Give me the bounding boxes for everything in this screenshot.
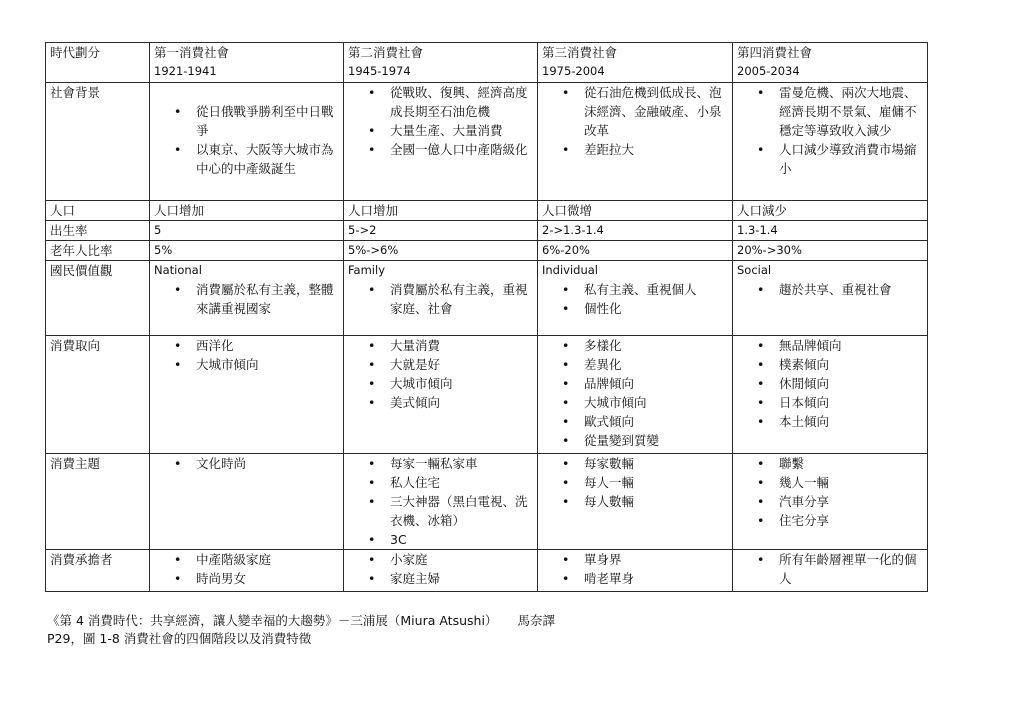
list-item: • 差距拉大 <box>562 140 728 159</box>
list-item: • 幾人一輛 <box>757 473 923 492</box>
bullet-list <box>542 280 728 318</box>
bearer-label-cell <box>46 550 150 592</box>
orientation-row <box>46 336 928 454</box>
list-item: • 趨於共享、重視社會 <box>757 280 923 299</box>
theme-cell-3 <box>538 454 733 550</box>
bullet-list <box>348 550 533 588</box>
era-years: 1975-2004 <box>542 64 605 78</box>
list-item: • 樸素傾向 <box>757 355 923 374</box>
population-value: 人口減少 <box>733 201 928 221</box>
list-item: • 所有年齡層裡單一化的個人 <box>757 550 923 588</box>
birth-rate-value: 1.3-1.4 <box>733 221 928 241</box>
values-row <box>46 261 928 336</box>
background-cell-4 <box>733 83 928 201</box>
era-name: 第四消費社會 <box>737 45 813 60</box>
list-item: • 住宅分享 <box>757 511 923 530</box>
list-item: • 個性化 <box>562 299 728 318</box>
bullet-list <box>154 336 339 374</box>
list-item: • 大城市傾向 <box>562 393 728 412</box>
theme-label: 消費主題 <box>50 456 101 471</box>
list-item: • 休閒傾向 <box>757 374 923 393</box>
era-years: 1921-1941 <box>154 64 217 78</box>
population-label: 人口 <box>50 203 76 218</box>
background-label: 社會背景 <box>50 85 101 100</box>
list-item: • 西洋化 <box>174 336 339 355</box>
values-cell-1 <box>150 261 344 336</box>
background-cell-1 <box>150 83 344 201</box>
bullet-list <box>542 550 728 588</box>
elderly-label: 老年人比率 <box>50 243 113 258</box>
population-label-cell <box>46 201 150 221</box>
list-item: • 全國一億人口中產階級化 <box>368 140 533 159</box>
population-value: 人口微增 <box>538 201 733 221</box>
value-title: Individual <box>542 263 599 277</box>
list-item: • 差異化 <box>562 355 728 374</box>
list-item: • 私人住宅 <box>368 473 533 492</box>
bullet-list <box>737 550 923 588</box>
header-row <box>46 43 928 83</box>
list-item: • 小家庭 <box>368 550 533 569</box>
theme-row <box>46 454 928 550</box>
orientation-cell-4 <box>733 336 928 454</box>
list-item: • 美式傾向 <box>368 393 533 412</box>
list-item: • 三大神器（黑白電視、洗衣機、冰箱） <box>368 492 533 530</box>
list-item: • 家庭主婦 <box>368 569 533 588</box>
elderly-row <box>46 241 928 261</box>
bullet-list <box>154 280 339 318</box>
list-item: • 以東京、大阪等大城市為中心的中產級誕生 <box>174 140 339 178</box>
bearer-cell-4 <box>733 550 928 592</box>
bullet-list <box>542 454 728 511</box>
birth-rate-value: 5->2 <box>344 221 538 241</box>
era-cell-3 <box>538 43 733 83</box>
list-item: • 每人一輛 <box>562 473 728 492</box>
list-item: • 無品牌傾向 <box>757 336 923 355</box>
list-item: • 每人數輛 <box>562 492 728 511</box>
list-item: • 大城市傾向 <box>368 374 533 393</box>
list-item: • 3C <box>368 530 533 549</box>
list-item: • 每家一輛私家車 <box>368 454 533 473</box>
bullet-list <box>737 280 923 299</box>
background-label-cell <box>46 83 150 201</box>
bullet-list <box>348 83 533 159</box>
orientation-label-cell <box>46 336 150 454</box>
elderly-value: 20%->30% <box>733 241 928 261</box>
population-row <box>46 201 928 221</box>
list-item: • 人口減少導致消費市場縮小 <box>757 140 923 178</box>
elderly-value: 5% <box>150 241 344 261</box>
list-item: • 文化時尚 <box>174 454 339 473</box>
list-item: • 從日俄戰爭勝利至中日戰爭 <box>174 102 339 140</box>
era-years: 2005-2034 <box>737 64 800 78</box>
value-title: National <box>154 263 202 277</box>
list-item: • 雷曼危機、兩次大地震、經濟長期不景氣、雇傭不穩定等導致收入減少 <box>757 83 923 140</box>
list-item: • 從戰敗、復興、經濟高度成長期至石油危機 <box>368 83 533 121</box>
list-item: • 時尚男女 <box>174 569 339 588</box>
book-citation: 《第 4 消費時代：共享經濟，讓人變幸福的大趨勢》－三浦展（Miura Atsushi） <box>47 613 498 628</box>
theme-cell-1 <box>150 454 344 550</box>
list-item: • 大量生產、大量消費 <box>368 121 533 140</box>
theme-label-cell <box>46 454 150 550</box>
value-title: Social <box>737 263 772 277</box>
list-item: • 大量消費 <box>368 336 533 355</box>
values-cell-2 <box>344 261 538 336</box>
list-item: • 單身界 <box>562 550 728 569</box>
list-item: • 日本傾向 <box>757 393 923 412</box>
list-item: • 大就是好 <box>368 355 533 374</box>
era-years: 1945-1974 <box>348 64 411 78</box>
birth-rate-label: 出生率 <box>50 223 88 238</box>
era-name: 第二消費社會 <box>348 45 424 60</box>
bullet-list <box>348 280 533 318</box>
list-item: • 品牌傾向 <box>562 374 728 393</box>
bullet-list <box>348 336 533 412</box>
bearer-cell-2 <box>344 550 538 592</box>
bullet-list <box>154 102 339 178</box>
bullet-list <box>737 454 923 530</box>
list-item: • 啃老單身 <box>562 569 728 588</box>
birth-rate-row <box>46 221 928 241</box>
figure-caption: P29，圖 1-8 消費社會的四個階段以及消費特徵 <box>47 631 312 646</box>
list-item: • 汽車分享 <box>757 492 923 511</box>
elderly-value: 6%-20% <box>538 241 733 261</box>
bearer-cell-1 <box>150 550 344 592</box>
values-cell-3 <box>538 261 733 336</box>
bearer-row <box>46 550 928 592</box>
list-item: • 聯繫 <box>757 454 923 473</box>
bullet-list <box>542 83 728 159</box>
background-cell-3 <box>538 83 733 201</box>
theme-cell-4 <box>733 454 928 550</box>
list-item: • 消費屬於私有主義，重視家庭、社會 <box>368 280 533 318</box>
bearer-label: 消費承擔者 <box>50 552 113 567</box>
orientation-cell-1 <box>150 336 344 454</box>
bullet-list <box>737 336 923 431</box>
era-label: 時代劃分 <box>50 45 101 60</box>
bullet-list <box>348 454 533 549</box>
list-item: • 大城市傾向 <box>174 355 339 374</box>
birth-rate-value: 5 <box>150 221 344 241</box>
population-value: 人口增加 <box>150 201 344 221</box>
era-cell-1 <box>150 43 344 83</box>
era-cell-4 <box>733 43 928 83</box>
translator-credit: 馬奈譯 <box>517 613 555 628</box>
bearer-cell-3 <box>538 550 733 592</box>
bullet-list <box>154 454 339 473</box>
list-item: • 從量變到質變 <box>562 431 728 450</box>
era-cell-2 <box>344 43 538 83</box>
values-cell-4 <box>733 261 928 336</box>
value-title: Family <box>348 263 386 277</box>
background-cell-2 <box>344 83 538 201</box>
era-name: 第三消費社會 <box>542 45 618 60</box>
list-item: • 私有主義、重視個人 <box>562 280 728 299</box>
theme-cell-2 <box>344 454 538 550</box>
era-label-cell <box>46 43 150 83</box>
list-item: • 多樣化 <box>562 336 728 355</box>
list-item: • 從石油危機到低成長、泡沫經濟、金融破產、小泉改革 <box>562 83 728 140</box>
population-value: 人口增加 <box>344 201 538 221</box>
era-name: 第一消費社會 <box>154 45 230 60</box>
elderly-label-cell <box>46 241 150 261</box>
list-item: • 中產階級家庭 <box>174 550 339 569</box>
elderly-value: 5%->6% <box>344 241 538 261</box>
values-label: 國民價值觀 <box>50 263 113 278</box>
background-row <box>46 83 928 201</box>
consumer-society-table <box>45 42 928 592</box>
birth-rate-value: 2->1.3-1.4 <box>538 221 733 241</box>
list-item: • 本土傾向 <box>757 412 923 431</box>
list-item: • 消費屬於私有主義，整體來講重視國家 <box>174 280 339 318</box>
bullet-list <box>542 336 728 450</box>
orientation-label: 消費取向 <box>50 338 101 353</box>
values-label-cell <box>46 261 150 336</box>
bullet-list <box>154 550 339 588</box>
list-item: • 每家數輛 <box>562 454 728 473</box>
source-caption <box>47 612 555 630</box>
birth-rate-label-cell <box>46 221 150 241</box>
orientation-cell-2 <box>344 336 538 454</box>
orientation-cell-3 <box>538 336 733 454</box>
list-item: • 歐式傾向 <box>562 412 728 431</box>
bullet-list <box>737 83 923 178</box>
